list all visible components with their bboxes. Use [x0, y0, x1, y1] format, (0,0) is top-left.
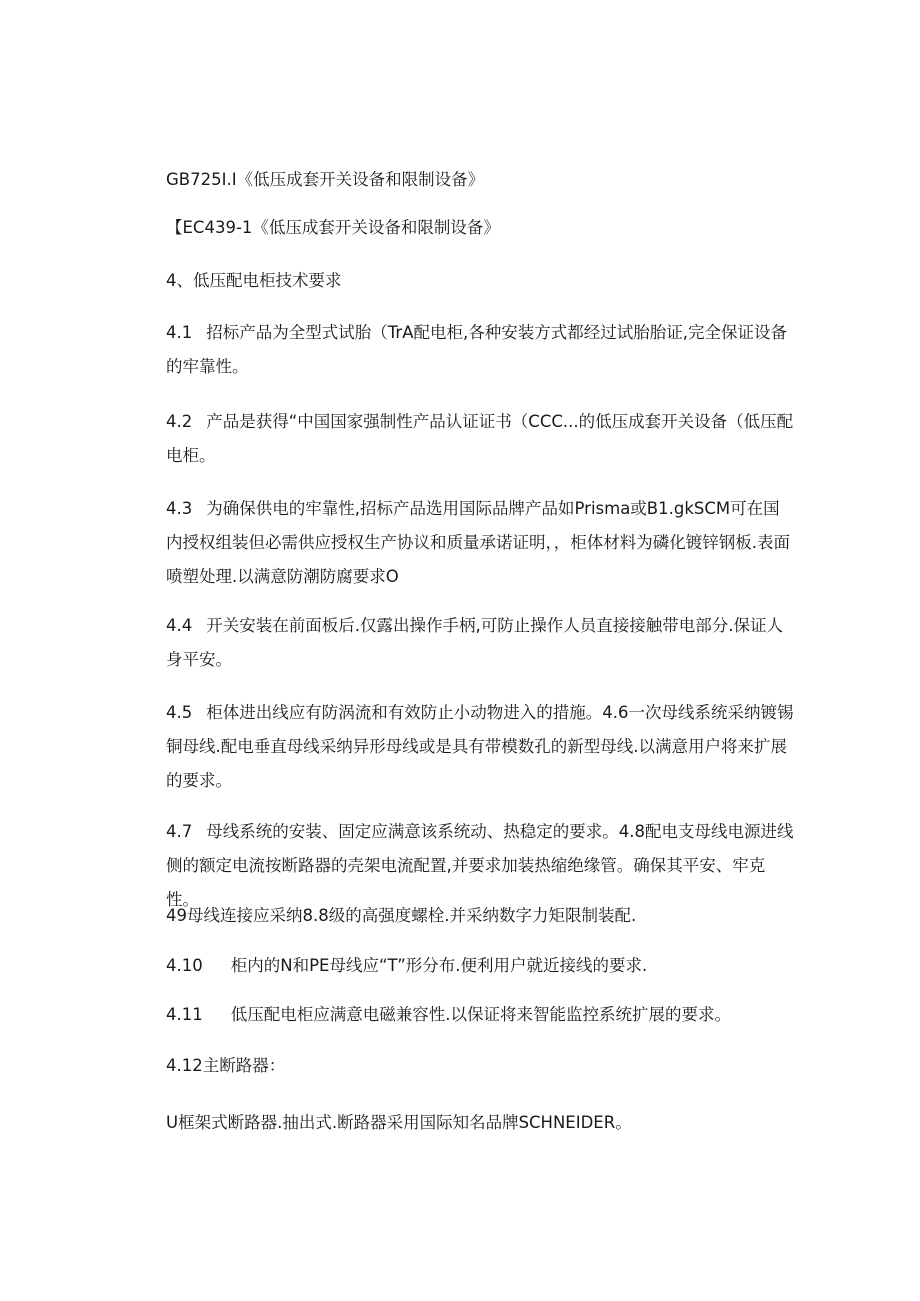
- item-text: 开关安装在前面板后.仅露出操作手柄,可防止操作人员直接接触带电部分.保证人身平安。: [166, 616, 783, 669]
- item-text: 产品是获得“中国国家强制性产品认证证书（CCC...的低压成套开关设备（低压配电柜。: [166, 412, 794, 465]
- paragraph-4-5: [166, 696, 794, 798]
- item-number: 4.7: [166, 822, 193, 841]
- paragraph-4-3: [166, 492, 794, 594]
- item-number: 4.1: [166, 323, 193, 342]
- section-heading-4: [166, 264, 794, 298]
- item-text: 49母线连接应采纳8.8级的高强度螺栓.并采纳数字力矩限制装配.: [166, 906, 637, 925]
- paragraph-4-10: [166, 949, 794, 983]
- standard-line-iec: [166, 211, 794, 245]
- standard-iec-text: 【EC439-1《低压成套开关设备和限制设备》: [166, 218, 500, 237]
- item-text: 柜内的N和PE母线应“T”形分布.便利用户就近接线的要求.: [230, 956, 648, 975]
- paragraph-4-11: [166, 998, 794, 1032]
- item-number: 4.10: [166, 956, 203, 975]
- paragraph-4-4: [166, 609, 794, 677]
- item-text: 为确保供电的牢靠性,招标产品选用国际品牌产品如Prisma或B1.gkSCM可在国内授权组装但必需供应授权生产协议和质量承诺证明，，柜体材料为磷化镀锌钢板.表面喷塑处理.以满意防潮防腐要求O: [166, 499, 790, 586]
- paragraph-4-1: [166, 316, 794, 384]
- standard-line-gb: [166, 163, 794, 197]
- item-text: 4.12主断路器：: [166, 1056, 286, 1075]
- item-text: 低压配电柜应满意电磁兼容性.以保证将来智能监控系统扩展的要求。: [230, 1005, 731, 1024]
- paragraph-4-2: [166, 405, 794, 473]
- item-number: 4.2: [166, 412, 193, 431]
- item-text: 柜体进出线应有防涡流和有效防止小动物进入的措施。4.6一次母线系统采纳镀锡铜母线.配电垂直母线采纳异形母线或是具有带模数孔的新型母线.以满意用户将来扩展的要求。: [166, 703, 794, 790]
- paragraph-4-12-a: [166, 1106, 794, 1140]
- item-text: 招标产品为全型式试胎（TrA配电柜,各种安装方式都经过试胎胎证,完全保证设备的牢靠性。: [166, 323, 787, 376]
- standard-gb-text: GB725I.I《低压成套开关设备和限制设备》: [166, 170, 485, 189]
- item-number: 4.3: [166, 499, 193, 518]
- paragraph-4-12: [166, 1049, 794, 1083]
- item-number: 4.11: [166, 1005, 203, 1024]
- item-number: 4.5: [166, 703, 193, 722]
- paragraph-4-9: [166, 899, 794, 933]
- item-number: 4.4: [166, 616, 193, 635]
- item-text: U框架式断路器.抽出式.断路器采用国际知名品牌SCHNEIDER。: [166, 1113, 632, 1132]
- item-text: 母线系统的安装、固定应满意该系统动、热稳定的要求。4.8配电支母线电源进线侧的额定电流按断路器的壳架电流配置,并要求加装热缩绝缘管。确保其平安、牢克性。: [166, 822, 794, 909]
- section-heading-text: 4、低压配电柜技术要求: [166, 271, 342, 290]
